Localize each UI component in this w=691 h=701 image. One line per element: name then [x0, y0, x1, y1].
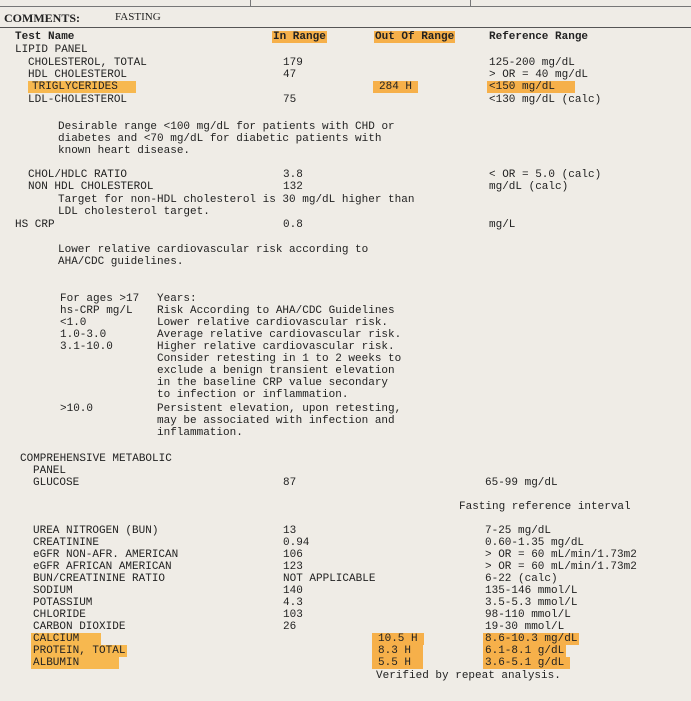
lipid-row-ref: > OR = 40 mg/dL — [489, 69, 589, 81]
comments-bar — [0, 10, 691, 28]
top-rule-tick — [470, 0, 471, 6]
cmp-row-in: 140 — [283, 585, 303, 597]
cmp-row-name: CHLORIDE — [33, 609, 86, 621]
cmp-row-ref: 98-110 mmol/L — [485, 609, 571, 621]
guide-col2: Risk According to AHA/CDC Guidelines — [157, 305, 395, 317]
guide-col1: 3.1-10.0 — [60, 341, 113, 353]
hscrp-note-line: AHA/CDC guidelines. — [58, 256, 184, 268]
cmp-row-name: eGFR NON-AFR. AMERICAN — [33, 549, 179, 561]
cmp-row-name: BUN/CREATININE RATIO — [33, 573, 166, 585]
cmp-row-name-flagged: PROTEIN, TOTAL — [33, 645, 126, 657]
cmp-row-out: 10.5 H — [372, 633, 424, 645]
lipid-section-title: LIPID PANEL — [15, 44, 88, 56]
hscrp-name: HS CRP — [15, 219, 55, 231]
hscrp-in: 0.8 — [283, 219, 303, 231]
nonhdl-name: NON HDL CHOLESTEROL — [28, 181, 154, 193]
cmp-row-ref: > OR = 60 mL/min/1.73m2 — [485, 561, 637, 573]
header-in-range: In Range — [273, 31, 326, 43]
ratio-ref: < OR = 5.0 (calc) — [489, 169, 602, 181]
fasting-ref-label: Fasting reference interval — [459, 501, 631, 513]
glucose-in: 87 — [283, 477, 297, 489]
glucose-name: GLUCOSE — [33, 477, 80, 489]
cmp-row-out: 8.3 H — [372, 645, 423, 657]
comments-value: FASTING — [115, 11, 161, 23]
guide-col1: <1.0 — [60, 317, 87, 329]
hscrp-ref: mg/L — [489, 219, 516, 231]
guide-col2: Average relative cardiovascular risk. — [157, 329, 402, 341]
cmp-row-ref: 0.60-1.35 mg/dL — [485, 537, 585, 549]
nonhdl-in: 132 — [283, 181, 303, 193]
cmp-row-ref: 6-22 (calc) — [485, 573, 558, 585]
guide-col2: to infection or inflammation. — [157, 389, 349, 401]
lipid-note-line: Desirable range <100 mg/dL for patients with CHD or — [58, 121, 395, 133]
guide-col2: inflammation. — [157, 427, 243, 439]
cmp-row-ref-flagged: 6.1-8.1 g/dL — [485, 645, 565, 657]
nonhdl-note-line: LDL cholesterol target. — [58, 206, 210, 218]
cmp-row-in: 13 — [283, 525, 297, 537]
top-rule — [0, 0, 691, 7]
lipid-note-line: known heart disease. — [58, 145, 191, 157]
guide-col2: Higher relative cardiovascular risk. — [157, 341, 395, 353]
verified-note: Verified by repeat analysis. — [376, 670, 561, 682]
cmp-row-ref: 19-30 mmol/L — [485, 621, 565, 633]
ratio-in: 3.8 — [283, 169, 303, 181]
cmp-row-in: 26 — [283, 621, 297, 633]
cmp-row-in: 103 — [283, 609, 303, 621]
cmp-row-ref: 3.5-5.3 mmol/L — [485, 597, 578, 609]
header-test-name: Test Name — [15, 31, 75, 43]
cmp-row-name: eGFR AFRICAN AMERICAN — [33, 561, 172, 573]
cmp-section-title: COMPREHENSIVE METABOLIC — [20, 453, 172, 465]
guide-col2: exclude a benign transient elevation — [157, 365, 395, 377]
guide-col2: Years: — [157, 293, 197, 305]
cmp-row-ref: 7-25 mg/dL — [485, 525, 552, 537]
lipid-row-in: 47 — [283, 69, 297, 81]
cmp-row-ref-flagged: 8.6-10.3 mg/dL — [485, 633, 578, 645]
lipid-row-ref-flagged: <150 mg/dL — [487, 81, 575, 93]
cmp-row-ref: 135-146 mmol/L — [485, 585, 578, 597]
lipid-row-in: 179 — [283, 57, 303, 69]
glucose-ref: 65-99 mg/dL — [485, 477, 558, 489]
cmp-row-in: 4.3 — [283, 597, 303, 609]
guide-col2: may be associated with infection and — [157, 415, 395, 427]
cmp-row-name: UREA NITROGEN (BUN) — [33, 525, 159, 537]
lipid-row-name-flagged: TRIGLYCERIDES — [28, 81, 136, 93]
header-out-of-range: Out Of Range — [375, 31, 455, 43]
cmp-row-in: 106 — [283, 549, 303, 561]
guide-col1: hs-CRP mg/L — [60, 305, 133, 317]
guide-col2: in the baseline CRP value secondary — [157, 377, 389, 389]
lipid-row-name: CHOLESTEROL, TOTAL — [28, 57, 147, 69]
cmp-row-name: CREATININE — [33, 537, 100, 549]
lipid-row-in: 75 — [283, 94, 297, 106]
nonhdl-ref: mg/dL (calc) — [489, 181, 569, 193]
cmp-row-name: CARBON DIOXIDE — [33, 621, 126, 633]
cmp-row-name: SODIUM — [33, 585, 73, 597]
hscrp-note-line: Lower relative cardiovascular risk according to — [58, 244, 369, 256]
guide-col1: 1.0-3.0 — [60, 329, 107, 341]
cmp-row-name-flagged: CALCIUM — [31, 633, 101, 645]
guide-col2: Persistent elevation, upon retesting, — [157, 403, 402, 415]
cmp-row-ref: > OR = 60 mL/min/1.73m2 — [485, 549, 637, 561]
cmp-row-in: 123 — [283, 561, 303, 573]
guide-col2: Consider retesting in 1 to 2 weeks to — [157, 353, 402, 365]
lipid-row-ref: <130 mg/dL (calc) — [489, 94, 602, 106]
nonhdl-note-line: Target for non-HDL cholesterol is 30 mg/dL higher than — [58, 194, 415, 206]
cmp-row-out: 5.5 H — [372, 657, 423, 669]
cmp-row-ref-flagged: 3.6-5.1 g/dL — [483, 657, 570, 669]
cmp-row-name: POTASSIUM — [33, 597, 93, 609]
guide-col1: >10.0 — [60, 403, 94, 415]
comments-label: COMMENTS: — [4, 11, 80, 25]
lipid-row-name: HDL CHOLESTEROL — [28, 69, 128, 81]
cmp-section-title-cont: PANEL — [33, 465, 67, 477]
top-rule-tick — [250, 0, 251, 6]
lipid-row-name: LDL-CHOLESTEROL — [28, 94, 128, 106]
guide-col1: For ages >17 — [60, 293, 140, 305]
header-reference-range: Reference Range — [489, 31, 589, 43]
ratio-name: CHOL/HDLC RATIO — [28, 169, 128, 181]
lipid-row-ref: 125-200 mg/dL — [489, 57, 575, 69]
guide-col2: Lower relative cardiovascular risk. — [157, 317, 389, 329]
lipid-note-line: diabetes and <70 mg/dL for diabetic patients with — [58, 133, 382, 145]
cmp-row-name-flagged: ALBUMIN — [31, 657, 119, 669]
lipid-row-out: 284 H — [373, 81, 418, 93]
cmp-row-in: 0.94 — [283, 537, 310, 549]
cmp-row-in: NOT APPLICABLE — [283, 573, 376, 585]
